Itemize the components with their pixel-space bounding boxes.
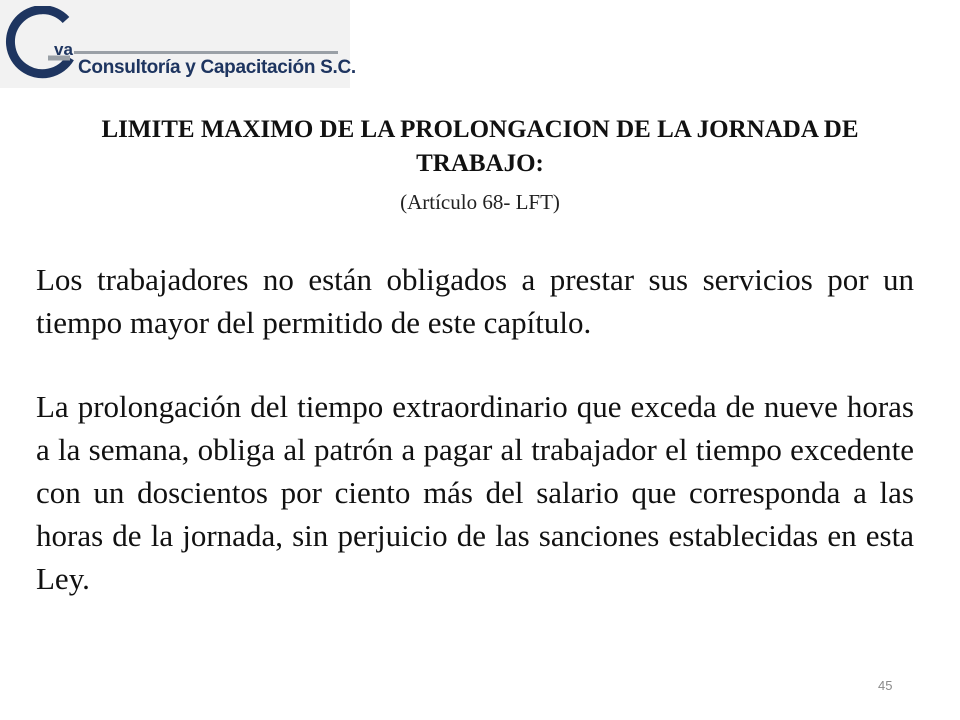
logo-divider	[74, 51, 338, 54]
paragraph-obligation: Los trabajadores no están obligados a prestar sus servicios por un tiempo mayor del permitido de este capítulo.	[36, 262, 914, 340]
page-number: 45	[878, 678, 893, 693]
logo-company-name: Consultoría y Capacitación S.C.	[78, 57, 356, 78]
slide-subtitle: (Artículo 68- LFT)	[400, 190, 560, 214]
paragraph-overtime-pay: La prolongación del tiempo extraordinario que exceda de nueve horas a la semana, obliga al patrón a pagar al trabajador el tiempo excedente con un doscientos por ciento más del salario que corresponda a las horas de la jornada, sin perjuicio de las sanciones establecidas en esta Ley.	[36, 389, 914, 596]
company-logo	[0, 0, 356, 88]
slide-title: LIMITE MAXIMO DE LA PROLONGACION DE LA JORNADA DE TRABAJO:	[101, 116, 859, 177]
logo-letters: va	[54, 40, 73, 59]
